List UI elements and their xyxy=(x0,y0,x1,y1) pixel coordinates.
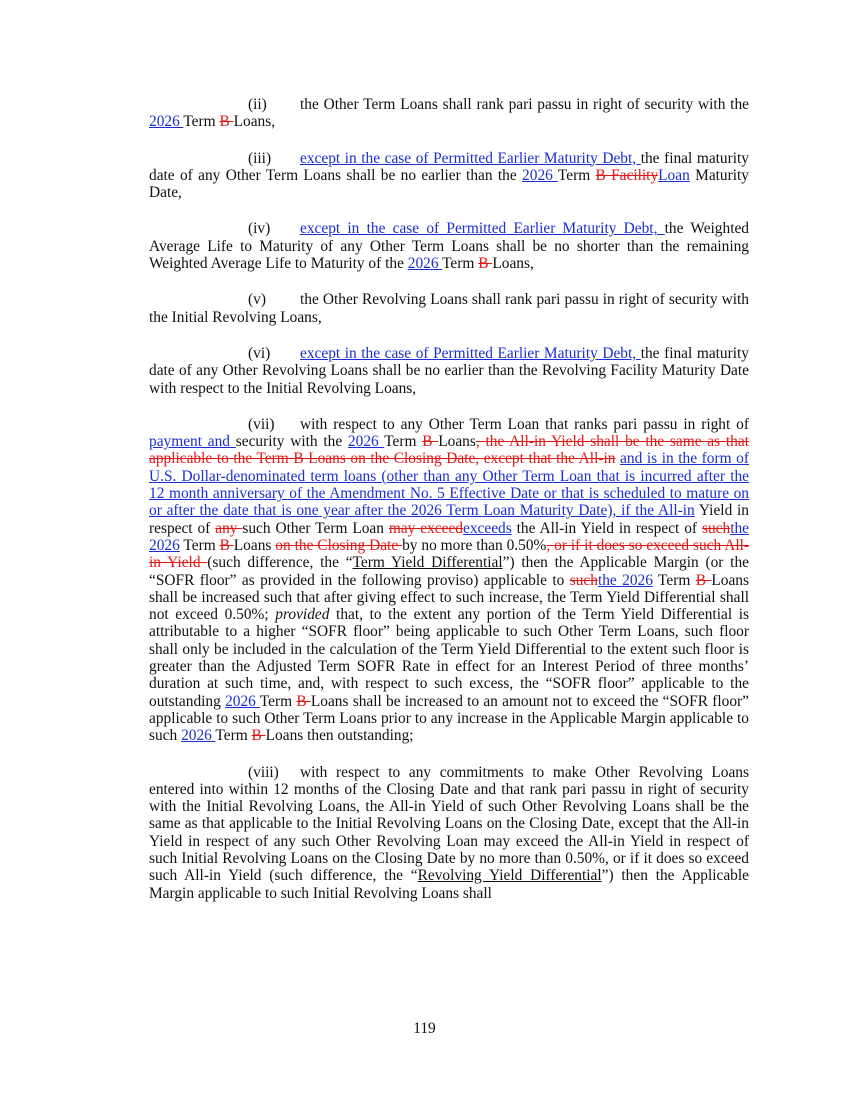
emphasis-text: provided xyxy=(275,606,330,624)
deleted-text: B xyxy=(219,536,234,554)
clause-v xyxy=(149,291,749,326)
deleted-text: B xyxy=(478,255,493,273)
text-run: ”) then the Applicable Margin applicable to such Initial Revolving Loans shall xyxy=(149,867,749,902)
text-run: ”) then the Applicable Margin (or the “SOFR floor” as provided in the following proviso) applicable to xyxy=(149,554,749,589)
clause-text xyxy=(149,150,749,202)
text-run: Term xyxy=(179,536,220,554)
inserted-text: except in the case of Permitted Earlier Maturity Debt, xyxy=(300,149,641,167)
deleted-text: B xyxy=(219,113,234,131)
deleted-text: , the All-in Yield shall be the same as that applicable to the Term B Loans on the Closing Date, except that the All-in xyxy=(149,433,749,468)
text-run: Term xyxy=(442,255,479,273)
inserted-text: 2026 xyxy=(149,113,184,131)
text-run: Loans xyxy=(233,536,276,554)
inserted-text: exceeds xyxy=(463,519,512,537)
text-run: the All-in Yield in respect of xyxy=(511,519,702,537)
text-run: Loans shall be increased to an amount not to exceed the “SOFR floor” applicable to such Other Term Loans prior to any increase in the Applicable Margin applicable to such xyxy=(149,692,749,745)
inserted-text: and is in the form of U.S. Dollar-denominated term loans (other than any Other Term Loan that is incurred after the 12 month anniversary of the Amendment No. 5 Effective Date or that is scheduled to mature on or after the date that is one year after the 2026 Term Loan Maturity Date), if the All-in xyxy=(149,450,749,520)
text-run: by no more than 0.50% xyxy=(402,536,547,554)
deleted-text: on the Closing Date xyxy=(275,536,403,554)
clause-number: (viii) xyxy=(248,763,279,781)
clause-text xyxy=(149,345,749,397)
deleted-text: B Facility xyxy=(595,166,659,184)
text-run: that, to the extent any portion of the Term Yield Differential is attributable to a higher “SOFR floor” being applicable to such Other Term Loans, such floor shall only be included in the calculation of the Term Yield Differential to the extent such floor is greater than the Adjusted Term SOFR Rate in effect for an Interest Period of three months’ duration at such time, and, with respect to such excess, the “SOFR floor” applicable to the outstanding xyxy=(149,606,749,710)
document-page xyxy=(149,96,749,921)
text-run: the Weighted Average Life to Maturity of any Other Term Loans shall be no shorter than the remaining Weighted Average Life to Maturity of the xyxy=(149,220,750,273)
inserted-text: payment and xyxy=(149,433,236,451)
text-run: the Other Term Loans shall rank pari passu in right of security with the xyxy=(300,96,749,113)
defined-term: Revolving Yield Differential xyxy=(417,867,602,885)
text-run: Term xyxy=(259,692,297,710)
text-run: the final maturity date of any Other Term Loans shall be no earlier than the xyxy=(149,149,749,184)
text-run: Term xyxy=(557,166,596,184)
clause-iii xyxy=(149,150,749,202)
clause-text xyxy=(149,96,749,130)
clause-iv xyxy=(149,220,749,272)
clause-number: (ii) xyxy=(248,96,267,113)
text-run: the final maturity date of any Other Revolving Loans shall be no earlier than the Revolving Facility Maturity Date with respect to the Initial Revolving Loans, xyxy=(149,344,749,397)
deleted-text: may exceed xyxy=(388,519,463,537)
clause-number: (v) xyxy=(248,291,266,309)
clause-number: (vi) xyxy=(248,344,271,362)
text-run: Loans, xyxy=(233,113,276,131)
inserted-text: 2026 xyxy=(347,433,385,451)
clause-vii xyxy=(149,416,749,745)
deleted-text: B xyxy=(422,433,439,451)
text-run: Term xyxy=(652,571,696,589)
text-run: with respect to any commitments to make Other Revolving Loans entered into within 12 months of the Closing Date and that rank pari passu in right of security with the Initial Revolving Loans, the All-in Yield of such Other Revolving Loans shall be the same as that applicable to the Initial Revolving Loans on the Closing Date, except that the All-in Yield in respect of any such Other Revolving Loan may exceed the All-in Yield in respect of such Initial Revolving Loans on the Closing Date by no more than 0.50%, or if it does so exceed such All-in Yield (such difference, the “ xyxy=(149,763,749,885)
text-run: the Other Revolving Loans shall rank pari passu in right of security with the Initial Revolving Loans, xyxy=(149,291,749,326)
deleted-text: such xyxy=(569,571,598,589)
clause-text xyxy=(149,416,749,744)
clause-text xyxy=(149,291,749,325)
page-number: 119 xyxy=(413,1020,436,1037)
text-run: such Other Term Loan xyxy=(242,519,389,537)
text-run: Loans shall be increased such that after giving effect to such increase, the Term Yield Differential shall not exceed 0.50%; xyxy=(149,571,749,624)
clause-text xyxy=(149,220,749,272)
deleted-text: any xyxy=(215,519,243,537)
text-run: security with the xyxy=(235,433,348,451)
text-run: Term xyxy=(384,433,423,451)
inserted-text: except in the case of Permitted Earlier Maturity Debt, xyxy=(300,344,641,362)
text-run: Yield in respect of xyxy=(149,502,749,537)
clause-number: (iv) xyxy=(248,220,271,238)
text-run: Maturity Date, xyxy=(149,166,749,202)
inserted-text: the 2026 xyxy=(597,571,653,589)
defined-term: Term Yield Differential xyxy=(352,554,503,572)
text-run: Term xyxy=(183,113,220,131)
text-run: Term xyxy=(215,727,252,745)
text-run: Loans xyxy=(438,433,476,451)
inserted-text: except in the case of Permitted Earlier Maturity Debt, xyxy=(300,220,665,238)
text-run: with respect to any Other Term Loan that ranks pari passu in right of xyxy=(300,415,749,433)
deleted-text: B xyxy=(695,571,712,589)
inserted-text: Loan xyxy=(658,166,690,184)
text-run: (such difference, the “ xyxy=(207,554,353,572)
deleted-text: such xyxy=(701,519,731,537)
clause-number: (vii) xyxy=(248,415,275,433)
clause-vi xyxy=(149,345,749,397)
deleted-text: B xyxy=(296,692,311,710)
inserted-text: the 2026 xyxy=(149,519,749,554)
inserted-text: 2026 xyxy=(522,166,558,184)
clause-number: (iii) xyxy=(248,149,272,167)
inserted-text: 2026 xyxy=(181,727,216,745)
text-run: Loans, xyxy=(492,255,534,273)
deleted-text: , or if it does so exceed such All-in Yield xyxy=(149,536,750,572)
clause-ii xyxy=(149,96,749,131)
clause-viii xyxy=(149,764,749,902)
inserted-text: 2026 xyxy=(225,692,260,710)
inserted-text: 2026 xyxy=(407,255,443,273)
text-run: Loans then outstanding; xyxy=(265,727,414,745)
clause-text xyxy=(149,764,749,902)
deleted-text: B xyxy=(251,727,266,745)
